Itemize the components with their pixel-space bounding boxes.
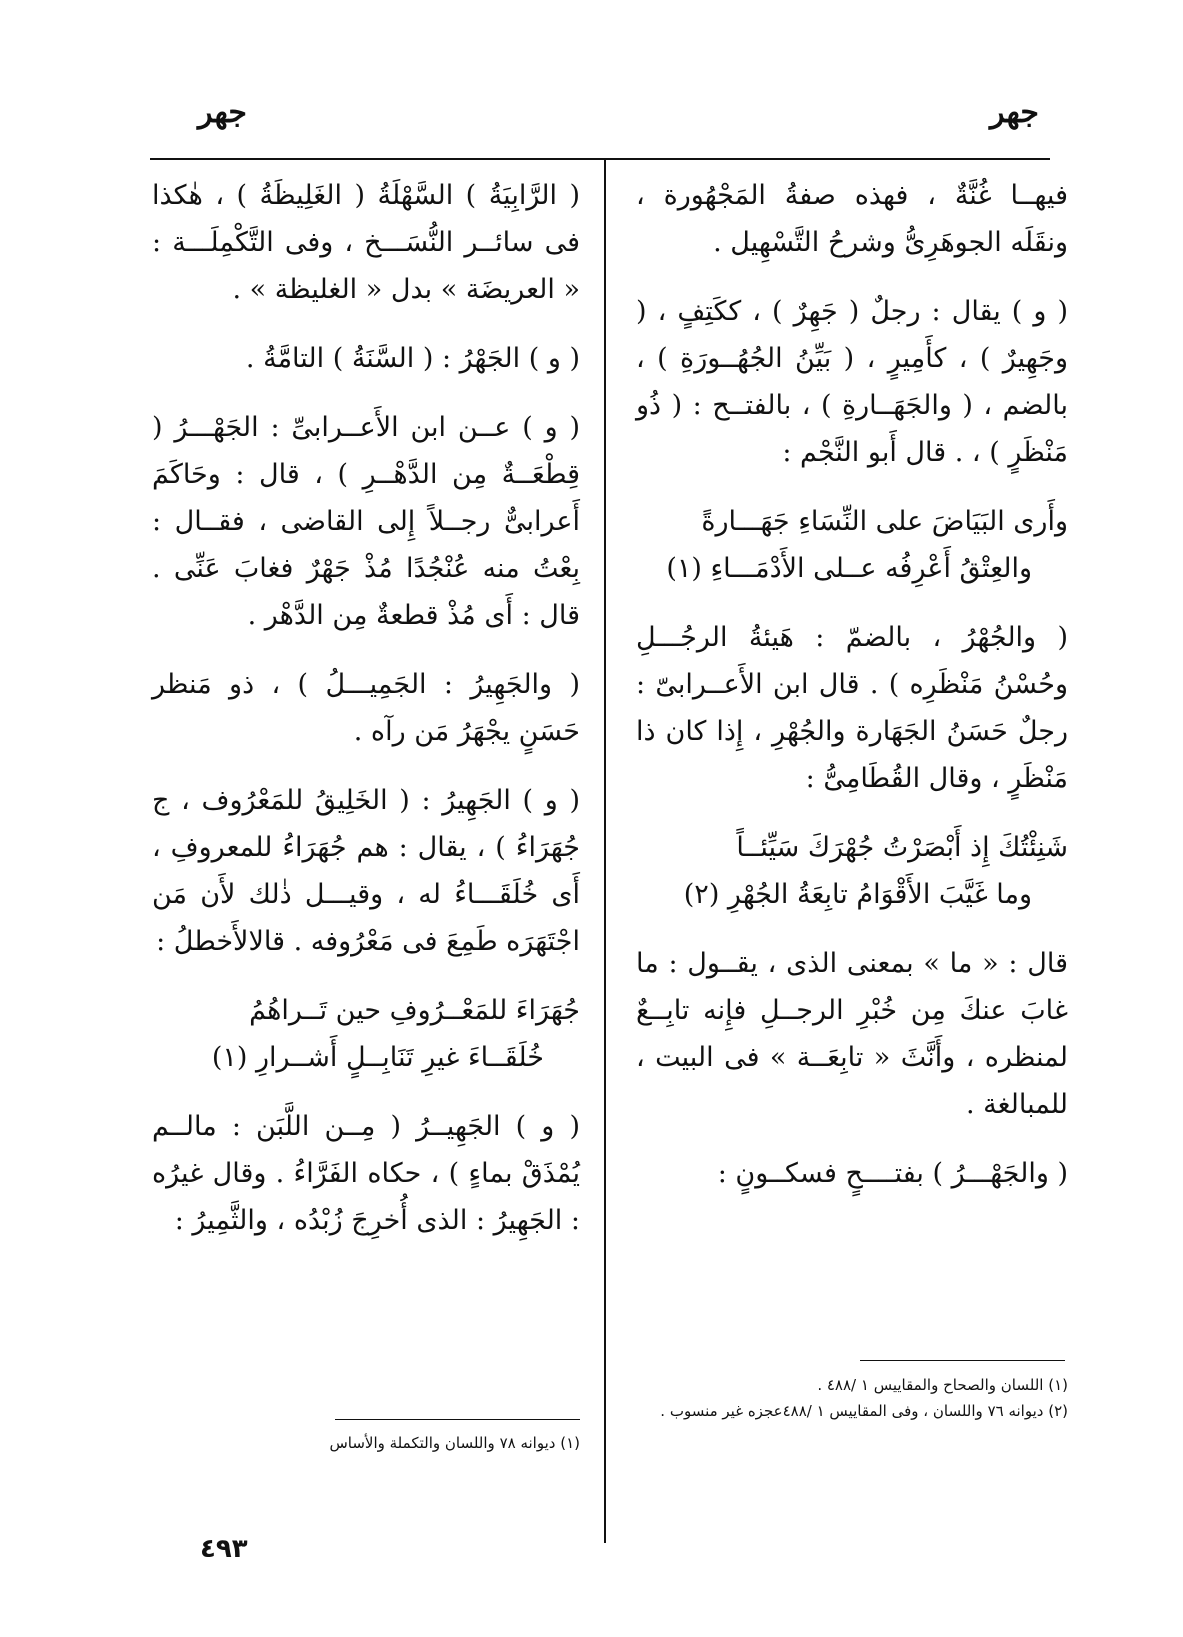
running-head-right: جهر (990, 95, 1039, 130)
paragraph: ( و ) الجَهِيرُ : ( الخَلِيقُ للمَعْرُوف ، ج جُهَرَاءُ ) ، يقال : هم جُهَرَاءُ للمعروفِ ، أَى خُلَقَـــاءُ له ، وقيـــل ذٰلك لأَن مَن اجْتَهَرَه طَمِعَ فى مَعْرُوفه . قالالأَخطلُ : (152, 785, 580, 957)
running-head-left: جهر (198, 95, 247, 130)
verse-line: وأَرى البَيَاضَ على النِّسَاءِ جَهَـــارةً (701, 506, 1068, 537)
verse-line: والعِتْقُ أَعْرِفُه عــلى الأَدْمَـــاءِ (١) (666, 553, 1032, 584)
paragraph: فيهــا غُنَّةٌ ، فهذه صفةُ المَجْهُورة ، ونقَلَه الجوهَرِىُّ وشرحُ التَّسْهِيل . (636, 180, 1068, 258)
paragraph: ( و ) عــن ابن الأَعــرابىِّ : الجَهْـــرُ ( قِطْعَــةٌ مِن الدَّهْــرِ ) ، قال : وحَاكَمَ أَعرابىٌّ رجــلاً إِلى القاضى ، فقــال : بِعْتُ منه عُنْجُدًا مُذْ جَهْرٌ فغابَ عَنِّى . قال : أَى مُذْ قطعةٌ مِن الدَّهْر . (152, 412, 580, 631)
verse-line: شَنِئْتُكَ إِذ أَبْصَرْتُ جُهْرَكَ سَيِّئــاً (736, 832, 1068, 863)
footnote: (١) ديوانه ٧٨ واللسان والتكملة والأساس (329, 1434, 580, 1452)
footnotes-right (636, 1372, 1068, 1424)
right-column (636, 172, 1068, 1219)
paragraph: ( و ) يقال : رجلٌ ( جَهِرٌ ) ، ككَتِفٍ ، ( وجَهِيرٌ ) ، كأَمِيرٍ ، ( بَيِّنُ الجُهُــورَةِ ) ، بالضم ، ( والجَهَــارةِ ) ، بالفتــح : ( ذُو مَنْظَرٍ ) ، . قال أَبو النَّجْم : (636, 296, 1068, 468)
verse-line: وما غَيَّبَ الأَقْوَامُ تابِعَةُ الجُهْرِ (٢) (683, 879, 1032, 910)
paragraph: ( والجَهِيرُ : الجَمِيـــلُ ) ، ذو مَنظر حَسَنٍ يجْهَرُ مَن رآه . (152, 669, 580, 747)
footnote-rule (860, 1360, 1065, 1361)
column-divider (604, 160, 606, 1543)
header-rule (150, 158, 1050, 160)
verse (636, 824, 1068, 918)
footnotes-left (152, 1430, 580, 1456)
verse (152, 987, 580, 1081)
paragraph: ( والجُهْرُ ، بالضمّ : هَيئةُ الرجُـــلِ وحُسْنُ مَنْظَرِه ) . قال ابن الأَعــرابىّ : رجلٌ حَسَنُ الجَهَارة والجُهْرِ ، إِذا كان ذا مَنْظَرٍ ، وقال القُطَامِىُّ : (636, 622, 1068, 794)
paragraph: ( و ) الجَهْرُ : ( السَّنَةُ ) التامَّةُ . (245, 343, 580, 374)
page-number: ٤٩٣ (200, 1534, 248, 1564)
footnote-rule (335, 1419, 580, 1420)
footnote: (١) اللسان والصحاح والمقاييس ١ /٤٨٨ . (817, 1376, 1068, 1394)
paragraph: قال : « ما » بمعنى الذى ، يقــول : ما غابَ عنكَ مِن خُبْرِ الرجــلِ فإِنه تابِــعٌ لمنظره ، وأَنَّثَ « تابِعَــة » فى البيت ، للمبالغة . (636, 948, 1068, 1120)
verse-line: خُلَقَــاءَ غيرِ تَنَابِــلٍ أَشــرارِ (١) (211, 1042, 544, 1073)
paragraph: ( الرَّابِيَةُ ) السَّهْلَةُ ( الغَلِيظَةُ ) ، هٰكذا فى سائــر النُّسَـــخ ، وفى التَّكْمِلَـــة : « العريضَة » بدل « الغليظة » . (152, 180, 580, 305)
verse-line: جُهَرَاءَ للمَعْــرُوفِ حين تَــراهُمُ (249, 995, 580, 1026)
paragraph: ( والجَهْـــرُ ) بفتــــحٍ فسكــونٍ : (717, 1158, 1068, 1189)
footnote: (٢) ديوانه ٧٦ واللسان ، وفى المقاييس ١ /٤٨٨عجزه غير منسوب . (660, 1402, 1068, 1420)
paragraph: ( و ) الجَهِيــرُ ( مِــن اللَّبَن : مالــم يُمْذَقْ بماءٍ ) ، حكاه الفَرَّاءُ . وقال غيرُه : الجَهِيرُ : الذى أُخرِجَ زُبْدُه ، والثَّمِيرُ : (152, 1111, 580, 1236)
left-column (152, 172, 580, 1266)
verse (636, 498, 1068, 592)
